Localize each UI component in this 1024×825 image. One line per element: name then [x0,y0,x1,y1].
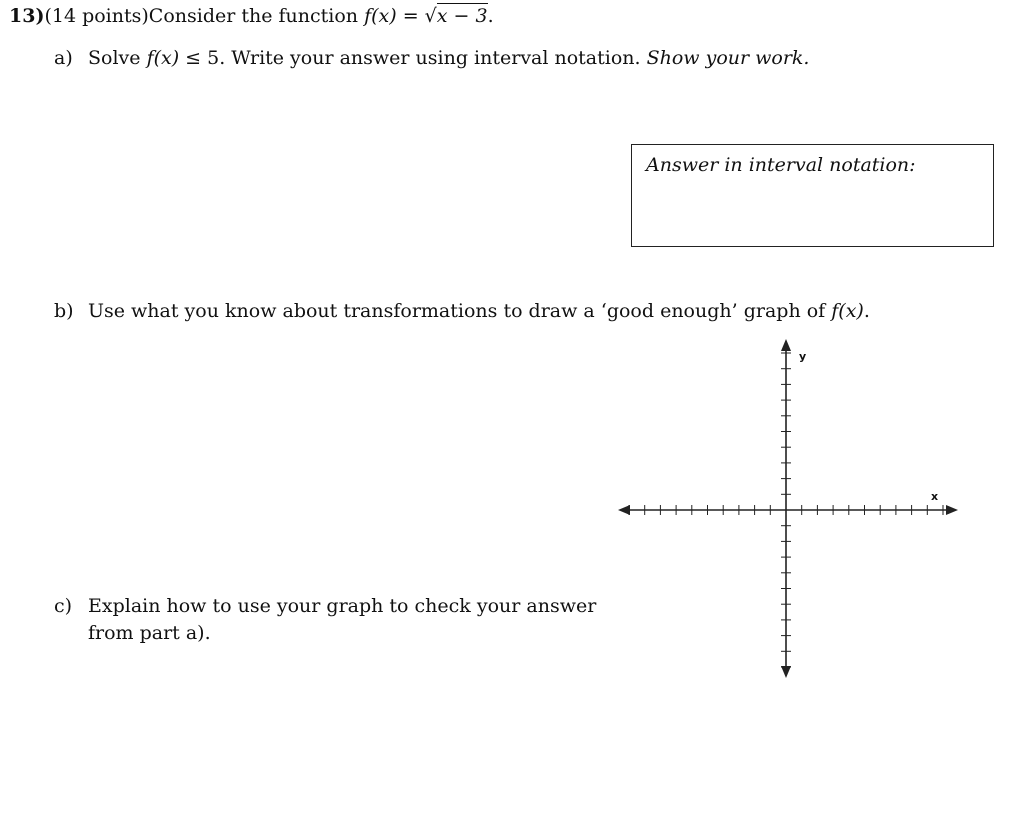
part-a-letter: a) [54,47,73,69]
y-axis-up-arrow [781,339,791,351]
part-b-text: Use what you know about transformations to draw a ‘good enough’ graph of [88,300,832,322]
part-b-function: f(x) [831,300,864,322]
y-axis-down-arrow [781,666,791,678]
part-b-prompt [54,299,870,323]
part-c-text-line1: Explain how to use your graph to check your answer [88,595,597,617]
equals-sign: = [396,5,425,27]
function-name: f(x) [364,5,397,27]
part-c-letter: c) [54,595,73,617]
part-b-period: . [863,300,870,322]
coordinate-axes[interactable] [612,336,964,682]
question-number: 13) [9,5,45,27]
answer-box-label: Answer in interval notation: [646,154,916,176]
x-axis-left-arrow [618,505,630,515]
part-b-letter: b) [54,300,74,322]
x-axis-right-arrow [946,505,958,515]
part-c-prompt-line1 [54,594,596,618]
x-axis-label: x [931,490,939,503]
part-c-prompt-line2 [88,621,211,645]
part-a-prompt [54,46,809,70]
question-header [9,4,494,28]
sqrt-symbol: √ [424,5,437,27]
question-points: (14 points) [44,5,149,27]
part-a-function: f(x) [146,47,180,69]
question-period: . [487,5,494,27]
y-axis-label: y [799,350,807,363]
part-a-show-work: Show your work. [646,47,810,69]
part-c-text-line2: from part a). [88,622,211,644]
question-intro: Consider the function [148,5,365,27]
radicand: x − 3 [436,5,488,27]
answer-box[interactable] [631,144,994,247]
part-a-solve: Solve [88,47,147,69]
part-a-instructions: ≤ 5. Write your answer using interval notation. [179,47,647,69]
axes-drawing [612,336,964,682]
